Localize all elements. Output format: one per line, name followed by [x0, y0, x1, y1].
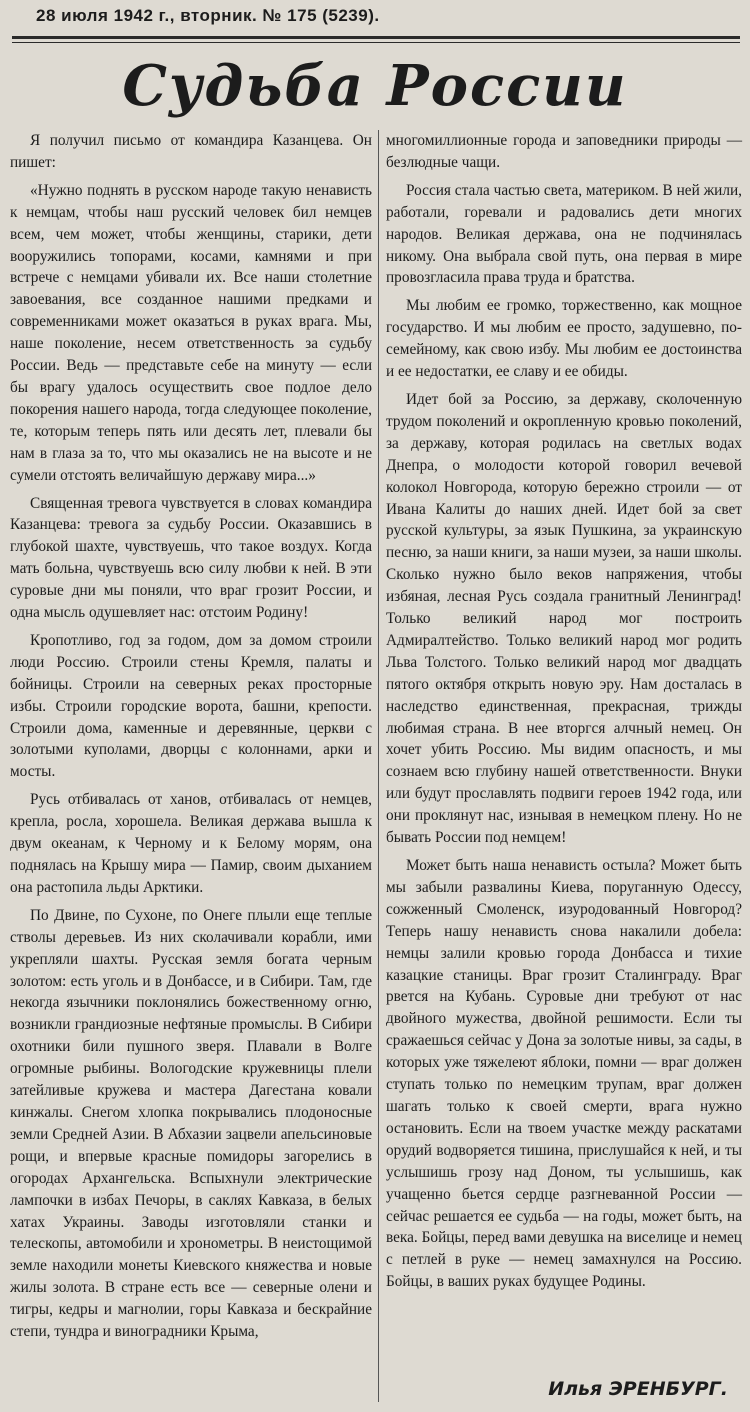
- author-signature: Илья ЭРЕНБУРГ.: [548, 1378, 728, 1400]
- paragraph: Идет бой за Россию, за державу, сколоченную трудом поколений и окропленную кровью поколений, за державу, которая родилась на светлых водах Днепра, о молодости которой говорил вечевой колокол Новгорода, которую бережно строили — от Ивана Калиты до наших дней. Идет бой за свет русской культуры, за язык Пушкина, за украинскую песню, за наши книги, за наши музеи, за наши школы. Сколько нужно было веков напряжения, чтобы избяная, лесная Русь создала гранитный Ленинград! Только великий народ мог построить Адмиралтейство. Только великий народ мог родить Льва Толстого. Только великий народ мог двадцать пятого октября открыть новую эру. Нам досталась в наследство единственная, прекрасная, трижды любимая страна. В нее вторгся алчный немец. Он хочет убить Россию. Мы видим опасность, и мы сознаем всю глубину нашей ответственности. Внуки или будут прославлять подвиги героев 1942 года, или они проклянут нас, изнывая в немецком плену. Но не бывать России под немцем!: [386, 390, 742, 847]
- paragraph: Может быть наша ненависть остыла? Может быть мы забыли развалины Киева, поруганную Одессу, сожженный Смоленск, изуродованный Новгород? Теперь нашу ненависть снова накалили добела: немцы залили кровью города Донбасса и тихие казацкие станицы. Враг грозит Сталинграду. Враг рвется на Кубань. Суровые дни требуют от нас двойного мужества, двойной решимости. Если ты сражаешься сейчас у Дона за золотые нивы, за сады, в которых уже тяжелеют яблоки, помни — враг должен ступать только по немецким трупам, враг должен шагать только к своей смерти, врага нужно остановить. Если на твоем участке между раскатами орудий водворяется тишина, прислушайся к ней, и ты услышишь грозу над Доном, ты услышишь, как учащенно бьется сердце разгневанной России — сейчас решается ее судьба — на годы, может быть, на века. Бойцы, перед вами девушка на виселице и немец с петлей в руке — немец замахнулся на Россию. Бойцы, в ваших руках будущее Родины.: [386, 857, 742, 1291]
- issue-date-number: 28 июля 1942 г., вторник. № 175 (5239).: [36, 6, 380, 25]
- paragraph: многомиллионные города и заповедники природы — безлюдные чащи.: [386, 132, 742, 171]
- paragraph: Русь отбивалась от ханов, отбивалась от немцев, крепла, росла, хорошела. Великая держава вышла к двум океанам, к Черному и к Белому морям, она поднялась на Крышу мира — Памир, своим дыханием она растопила льды Арктики.: [10, 791, 372, 896]
- paragraph: Мы любим ее громко, торжественно, как мощное государство. И мы любим ее просто, задушевно, по-семейному, как свою избу. Мы любим ее достоинства и ее недостатки, ее славу и ее обиды.: [386, 297, 742, 381]
- paragraph: Я получил письмо от командира Казанцева. Он пишет:: [10, 132, 372, 171]
- header-rule-thick: [12, 36, 740, 39]
- paragraph: Священная тревога чувствуется в словах командира Казанцева: тревога за судьбу России. Оказавшись в глубокой шахте, чувствуешь, что такое воздух. Когда мать больна, чувствуешь всю силу любви к ней. В эти суровые дни мы поняли, что враг грозит России, и одна мысль одушевляет нас: отстоим Родину!: [10, 494, 372, 622]
- paragraph: «Нужно поднять в русском народе такую ненависть к немцам, чтобы наш русский человек бил немцев всем, чем может, чтобы женщины, старики, дети вооружились топорами, косами, камнями и при встрече с немцами убивали их. Все наши столетние завоевания, все созданное нашими предками и современниками может оказаться в руках врага. Мы, наше поколение, несем ответственность за судьбу России. Ведь — представьте себе на минуту — если бы врагу удалось осуществить свое подлое дело покорения нашего народа, тогда следующее поколение, те, которым теперь пять или десять лет, плевали бы нам в глаза за то, что мы оказались не на высоте и не сумели отстоять величайшую державу мира...»: [10, 181, 372, 484]
- article-column-left: [10, 130, 372, 1349]
- paragraph: Россия стала частью света, материком. В ней жили, работали, горевали и радовались дети многих народов. Великая держава, она не подчинялась никому. Она выбрала свой путь, она первая в мире провозгласила права труда и братства.: [386, 181, 742, 287]
- column-divider: [378, 130, 379, 1402]
- article-title: Судьба России: [122, 53, 628, 119]
- paragraph: По Двине, по Сухоне, по Онеге плыли еще теплые стволы деревьев. Из них сколачивали корабли, ими укрепляли шахты. Русская земля богата черным золотом: есть уголь и в Донбассе, и в Сибири. Там, где некогда язычники поклонялись божественному огню, возникли грандиозные нефтяные промыслы. В Сибири охотники били пушного зверя. Плавали в Волге огромные рыбины. Вологодские кружевницы плели затейливые кружева и мастера Дагестана ковали кинжалы. Снегом хлопка покрывались плодоносные земли Средней Азии. В Абхазии зацвели апельсиновые рощи, и впервые красные помидоры загорелись в огородах Архангельска. Вспыхнули электрические лампочки в избах Печоры, в саклях Кавказа, в белых хатах Украины. Заводы изготовляли станки и телескопы, автомобили и хронометры. В неистощимой земле находили монеты Киевского княжества и новые жилы золота. В стране есть все — северные олени и тигры, кедры и магнолии, горы Кавказа и бескрайние степи, тундра и виноградники Крыма,: [10, 906, 372, 1341]
- article-column-right: [386, 130, 742, 1299]
- paragraph: Кропотливо, год за годом, дом за домом строили люди Россию. Строили стены Кремля, палаты и бойницы. Строили на северных реках просторные избы. Строили городские ворота, башни, крепости. Строили дома, каменные и деревянные, церкви с золотыми куполами, дворцы с колоннами, арки и мосты.: [10, 631, 372, 781]
- header-rule-thin: [12, 42, 740, 43]
- newspaper-header: [0, 0, 750, 34]
